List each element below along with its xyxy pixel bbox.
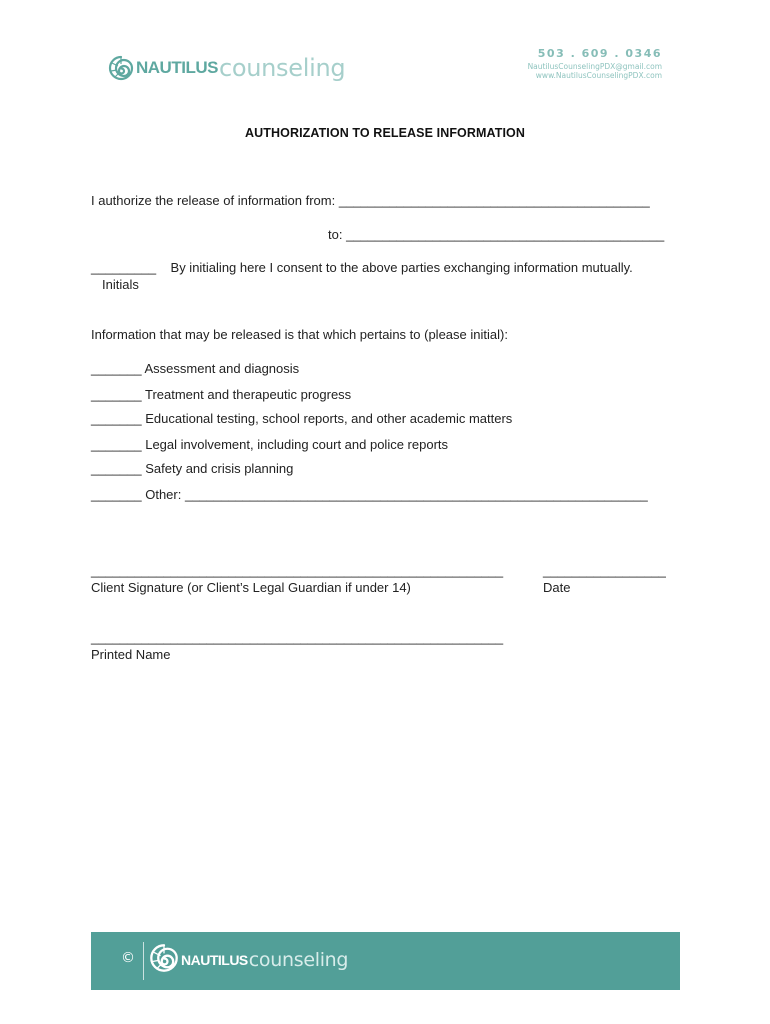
contact-phone: 503 . 609 . 0346 — [537, 47, 662, 60]
footer-divider — [143, 942, 144, 980]
list-item-educational: _______ Educational testing, school reports, and other academic matters — [91, 411, 513, 426]
contact-email[interactable]: NautilusCounselingPDX@gmail.com — [527, 62, 662, 71]
list-item-treatment: _______ Treatment and therapeutic progress — [91, 387, 352, 402]
info-intro: Information that may be released is that which pertains to (please initial): — [91, 327, 508, 342]
contact-website[interactable]: www.NautilusCounselingPDX.com — [535, 71, 662, 80]
page-title: AUTHORIZATION TO RELEASE INFORMATION — [245, 126, 525, 140]
signature-label: Client Signature (or Client’s Legal Guardian if under 14) — [91, 580, 411, 595]
nautilus-shell-icon — [149, 943, 179, 978]
list-item-legal: _______ Legal involvement, including court and police reports — [91, 437, 449, 452]
logo-brand-text: NAUTILUS — [136, 58, 218, 77]
footer-logo-brand-text: NAUTILUS — [181, 952, 248, 968]
logo-suffix-text: counseling — [218, 54, 346, 82]
date-label: Date — [543, 580, 571, 595]
printed-name-line: _________________________________________________________ — [91, 630, 504, 645]
consent-line: _________ By initialing here I consent to the above parties exchanging information mutually. — [91, 260, 633, 275]
printed-name-label: Printed Name — [91, 647, 171, 662]
contact-block — [528, 47, 662, 80]
copyright-symbol: © — [121, 950, 135, 966]
date-line: _________________ — [543, 563, 666, 578]
release-to-line: to: ____________________________________________ — [328, 227, 665, 242]
release-from-line: I authorize the release of information from: ___________________________________________ — [91, 193, 650, 208]
initials-label: Initials — [102, 277, 139, 292]
list-item-other: _______ Other: ________________________________________________________________ — [91, 487, 648, 502]
nautilus-shell-icon — [108, 55, 134, 81]
signature-line: _________________________________________________________ — [91, 563, 504, 578]
list-item-safety: _______ Safety and crisis planning — [91, 461, 294, 476]
footer-band — [91, 932, 680, 990]
header-logo — [108, 48, 345, 88]
footer-logo-suffix-text: counseling — [248, 949, 349, 971]
footer-logo — [149, 940, 348, 980]
list-item-assessment: _______ Assessment and diagnosis — [91, 361, 300, 376]
